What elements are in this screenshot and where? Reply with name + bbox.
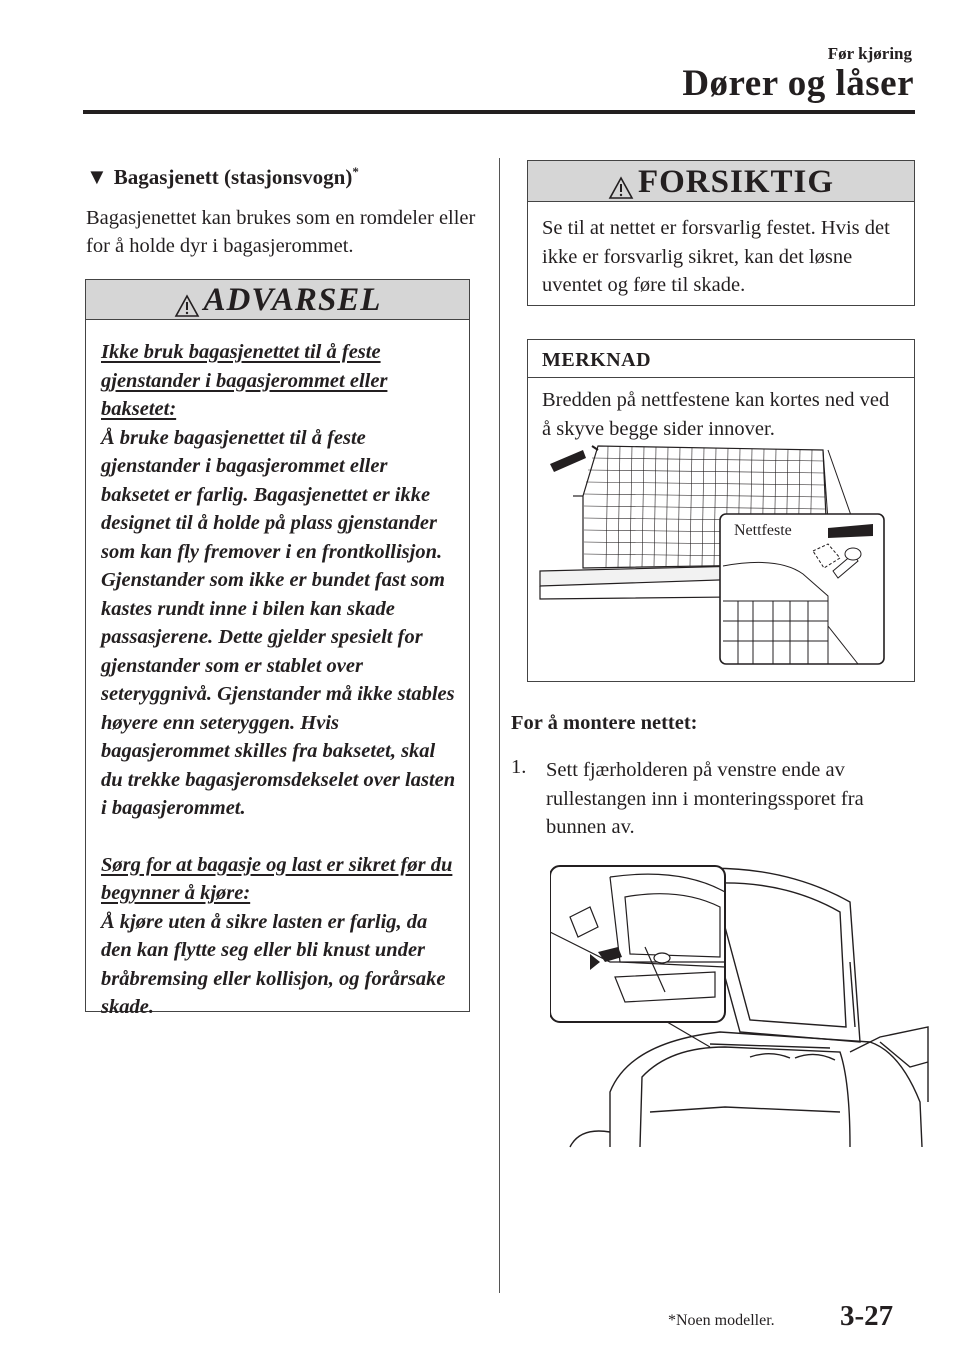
net-attachment-label: Nettfeste [734,522,792,539]
section-heading-text: Bagasjenett (stasjonsvogn) [113,165,353,189]
page-number: 3-27 [840,1300,894,1332]
mount-heading: For å montere nettet: [511,712,698,734]
caution-text: Se til at nettet er forsvarlig festet. Hvis det ikke er forsvarlig sikret, kan det løsne uventet og føre til skade. [542,217,890,296]
optional-marker: * [352,164,359,179]
warning-p2-text: Å kjøre uten å sikre lasten er farlig, da den kan flytte seg eller bli knust under bråbremsing eller kollisjon, og forårsake skade. [101,910,446,1018]
warning-header [86,280,469,320]
warning-p1-text: Å bruke bagasjenettet til å feste gjenstander i bagasjerommet eller baksetet er farlig. Bagasjenettet er ikke designet til å holde på plass gjenstander som kan fly fremover i en frontkollisjon. Gjenstander som ikke er bundet fast som kastes rundt inne i bilen kan skade passasjerene. Dette gjelder spesielt for gjenstander som er stablet over seteryggnivå. Gjenstander må ikke stables høyere enn seteryggen. Hvis bagasjerommet skilles fra baksetet, skal du trekke bagasjeromsdekselet over lasten i bagasjerommet. [101,426,456,819]
caution-header [528,161,914,202]
cargo-area-illustration [550,862,930,1152]
footnote: *Noen modeller. [668,1312,775,1329]
intro-paragraph: Bagasjenettet kan brukes som en romdeler eller for å holde dyr i bagasjerommet. [86,207,476,257]
note-text: Bredden på nettfestene kan kortes ned ved å skyve begge sider innover. [542,389,890,440]
caution-triangle-icon [608,176,634,200]
warning-p1-heading: Ikke bruk bagasjenettet til å feste gjenstander i bagasjerommet eller baksetet: [101,341,388,420]
page-title: Dører og låser [682,63,914,104]
note-box [527,339,915,682]
triangle-bullet-icon: ▼ [86,164,108,189]
header-section-label: Før kjøring [827,44,912,63]
caution-box [527,160,915,306]
warning-triangle-icon [174,294,200,318]
net-attachment-illustration [528,436,913,681]
warning-p2-heading: Sørg for at bagasje og last er sikret før du begynner å kjøre: [101,853,453,904]
warning-title: ADVARSEL [203,282,382,318]
caution-title: FORSIKTIG [637,164,835,200]
warning-body [86,320,469,1022]
header-rule [83,110,915,114]
warning-box [85,279,470,1018]
step-number: 1. [511,756,527,778]
note-title: MERKNAD [528,340,914,378]
column-divider [499,158,500,1293]
step-text: Sett fjærholderen på venstre ende av rullestangen inn i monteringssporet fra bunnen av. [546,759,864,838]
section-heading [86,164,359,190]
